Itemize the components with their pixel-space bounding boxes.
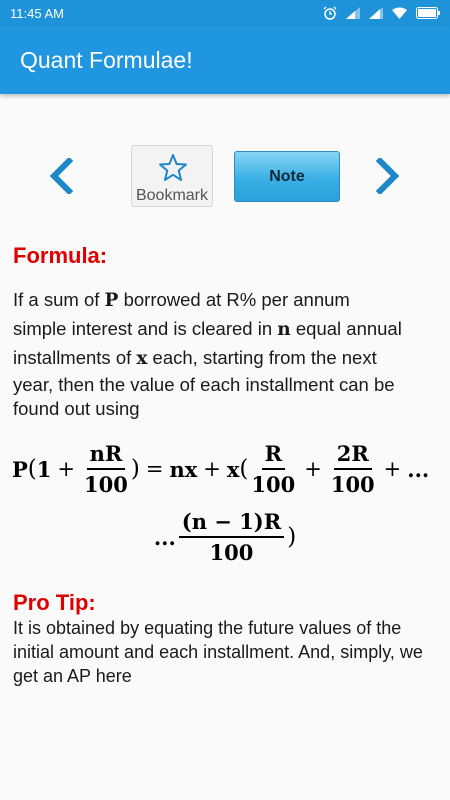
eq-open-paren: ( (239, 456, 249, 482)
text-span: borrowed at R% per annum (118, 289, 350, 310)
formula-navigation (0, 140, 450, 220)
fraction-nr-100 (84, 441, 128, 497)
star-icon (158, 153, 188, 183)
wifi-icon (392, 7, 407, 19)
signal-icon (346, 7, 360, 19)
formula-line-3 (13, 344, 438, 373)
fraction-2r-100 (331, 441, 375, 497)
text-span: If a sum of (13, 289, 105, 310)
eq-one: 1 (36, 456, 52, 482)
eq-plus: + (383, 457, 402, 481)
eq-plus: + (57, 457, 76, 481)
bookmark-button[interactable] (131, 145, 213, 207)
eq-x: x (226, 456, 240, 482)
status-time: 11:45 AM (10, 5, 64, 21)
text-span: equal annual (290, 318, 402, 339)
fraction-denominator: 100 (251, 472, 296, 497)
fraction-denominator: 100 (84, 472, 128, 497)
eq-dots: ... (153, 524, 176, 550)
bookmark-label: Bookmark (135, 187, 209, 204)
app-title: Quant Formulae! (20, 46, 193, 73)
formula-line-2 (13, 315, 438, 344)
chevron-left-icon[interactable] (47, 158, 75, 194)
formula-description (13, 286, 438, 421)
formula-line-5: found out using (13, 398, 140, 419)
battery-icon (416, 7, 440, 19)
chevron-right-icon[interactable] (374, 158, 402, 194)
fraction-denominator: 100 (330, 472, 375, 497)
equation-line-1 (12, 438, 438, 500)
alarm-icon (323, 6, 337, 20)
eq-close-paren: ) (130, 456, 140, 482)
fraction-denominator: 100 (209, 540, 254, 565)
eq-nx: nx (169, 456, 198, 482)
pro-tip-text: It is obtained by equating the future values of the initial amount and each installment. And, simply, we get an AP here (13, 618, 423, 686)
formula-line-1 (13, 286, 438, 315)
fraction-r-100 (251, 441, 295, 497)
formula-heading: Formula: (13, 243, 108, 268)
eq-plus: + (203, 457, 221, 481)
fraction-numerator: R (262, 441, 285, 470)
fraction-numerator: nR (87, 441, 126, 470)
text-span: each, starting from the next (147, 347, 377, 368)
text-span: installments of (13, 347, 137, 368)
variable-n: n (277, 319, 291, 340)
eq-open-paren: ( (27, 456, 37, 482)
fraction-numerator: (n − 1)R (179, 509, 284, 538)
app-bar (0, 26, 450, 94)
equation-line-2 (12, 506, 438, 568)
note-button[interactable]: Note (234, 151, 340, 202)
eq-equals: = (145, 457, 164, 481)
fraction-numerator: 2R (334, 441, 372, 470)
fraction-n-minus-1-r-100 (179, 509, 284, 565)
eq-p: P (12, 456, 28, 482)
status-bar (0, 0, 450, 26)
text-span: simple interest and is cleared in (13, 318, 278, 339)
variable-x: x (136, 348, 148, 369)
status-icons (323, 6, 440, 20)
eq-plus: + (304, 457, 322, 481)
variable-p: P (104, 290, 119, 311)
signal-icon (369, 7, 383, 19)
eq-close-paren: ) (287, 524, 297, 550)
pro-tip-heading: Pro Tip: (13, 590, 96, 615)
eq-dots: ... (407, 456, 430, 482)
formula-line-4: year, then the value of each installment can be (13, 374, 395, 395)
formula-equation (12, 438, 438, 568)
